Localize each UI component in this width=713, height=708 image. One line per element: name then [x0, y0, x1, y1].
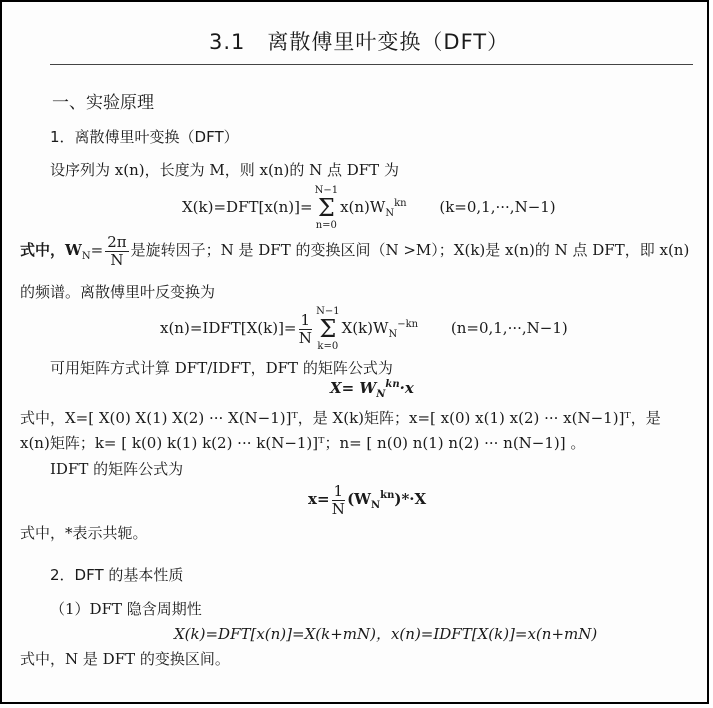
eq2-sub: N: [388, 329, 398, 340]
eq1-lhs: X(k)=DFT[x(n)]=: [182, 198, 313, 216]
eq4-sub: N: [371, 500, 381, 511]
twiddle-denominator: N: [110, 250, 124, 269]
eq2-fraction: [299, 312, 313, 347]
sigma-symbol: Σ: [319, 315, 337, 343]
eq2-sup: −kn: [397, 319, 419, 330]
eq4-fraction: [332, 483, 346, 518]
equation-periodicity: X(k)=DFT[x(n)]=X(k+mN)，x(n)=IDFT[X(k)]=x(n+mN): [174, 625, 598, 643]
twiddle-fraction: [105, 234, 128, 269]
eq2-range: (n=0,1,···,N−1): [450, 319, 568, 337]
eq4-rhs: )*·X: [394, 490, 427, 508]
eq4-lhs: x=: [308, 490, 330, 508]
twiddle-text: 是旋转因子；N 是 DFT 的变换区间（N >M）；X(k)是 x(n)的 N 点 DFT，即 x(n): [130, 241, 690, 259]
eq3-lhs: X= W: [330, 379, 377, 397]
eq4-mid: (W: [347, 490, 372, 508]
subsection-heading-dft: 1．离散傅里叶变换（DFT）: [50, 128, 239, 146]
eq2-sum-top: N−1: [316, 306, 340, 317]
twiddle-w: 式中，W: [20, 241, 82, 259]
matrix-paragraph: 可用矩阵方式计算 DFT/IDFT，DFT 的矩阵公式为: [50, 359, 393, 377]
eq3-sup: kn: [385, 379, 400, 390]
property-periodicity: （1）DFT 隐含周期性: [50, 600, 202, 618]
definition-line-2: x(n)矩阵；k= [ k(0) k(1) k(2) ··· k(N−1)]ᵀ；n= [ n(0) n(1) n(2) ··· n(N−1)] 。: [20, 434, 586, 452]
equation-matrix-idft: [308, 476, 426, 526]
eq1-sup: kn: [394, 198, 407, 209]
eq1-range: (k=0,1,···,N−1): [439, 198, 556, 216]
eq1-body: x(n)W: [340, 198, 386, 216]
equation-matrix-dft: [330, 379, 414, 400]
eq3-sub: N: [376, 389, 386, 400]
eq2-body: X(k)W: [341, 319, 389, 337]
conjugate-paragraph: 式中，*表示共轭。: [20, 524, 148, 542]
eq1-sub: N: [385, 208, 395, 219]
equation-idft: [160, 302, 568, 358]
spectrum-paragraph: 的频谱。离散傅里叶反变换为: [20, 283, 216, 301]
equation-dft: [182, 182, 556, 236]
eq3-rhs: ·x: [399, 379, 414, 397]
eq1-summation: [315, 185, 339, 231]
eq2-summation: [316, 306, 340, 352]
sigma-symbol: Σ: [317, 194, 335, 222]
section-heading-principle: 一、实验原理: [52, 93, 154, 113]
definition-line-1: 式中，X=[ X(0) X(1) X(2) ··· X(N−1)]ᵀ，是 X(k)矩阵；x=[ x(0) x(1) x(2) ··· x(N−1)]ᵀ，是: [20, 409, 661, 427]
eq1-sum-top: N−1: [314, 185, 339, 196]
eq2-lhs: x(n)=IDFT[X(k)]=: [160, 319, 297, 337]
title-rule: [50, 64, 693, 65]
eq1-sum-bottom: n=0: [315, 220, 337, 231]
twiddle-numerator: 2π: [107, 232, 127, 251]
twiddle-paragraph: [20, 230, 689, 277]
page-title: 3.1 离散傅里叶变换（DFT）: [209, 30, 510, 54]
eq2-sum-bottom: k=0: [317, 341, 339, 352]
eq4-denominator: N: [331, 499, 345, 518]
intro-paragraph: 设序列为 x(n)，长度为 M，则 x(n)的 N 点 DFT 为: [50, 161, 399, 179]
eq2-denominator: N: [298, 328, 312, 347]
twiddle-eq: =: [90, 241, 104, 259]
eq2-numerator: 1: [300, 310, 311, 329]
subsection-heading-properties: 2．DFT 的基本性质: [50, 566, 184, 584]
eq4-sup: kn: [380, 490, 395, 501]
eq4-numerator: 1: [333, 481, 344, 500]
twiddle-sub: N: [81, 251, 91, 262]
idft-matrix-paragraph: IDFT 的矩阵公式为: [50, 460, 184, 478]
closing-paragraph: 式中，N 是 DFT 的变换区间。: [20, 650, 230, 668]
